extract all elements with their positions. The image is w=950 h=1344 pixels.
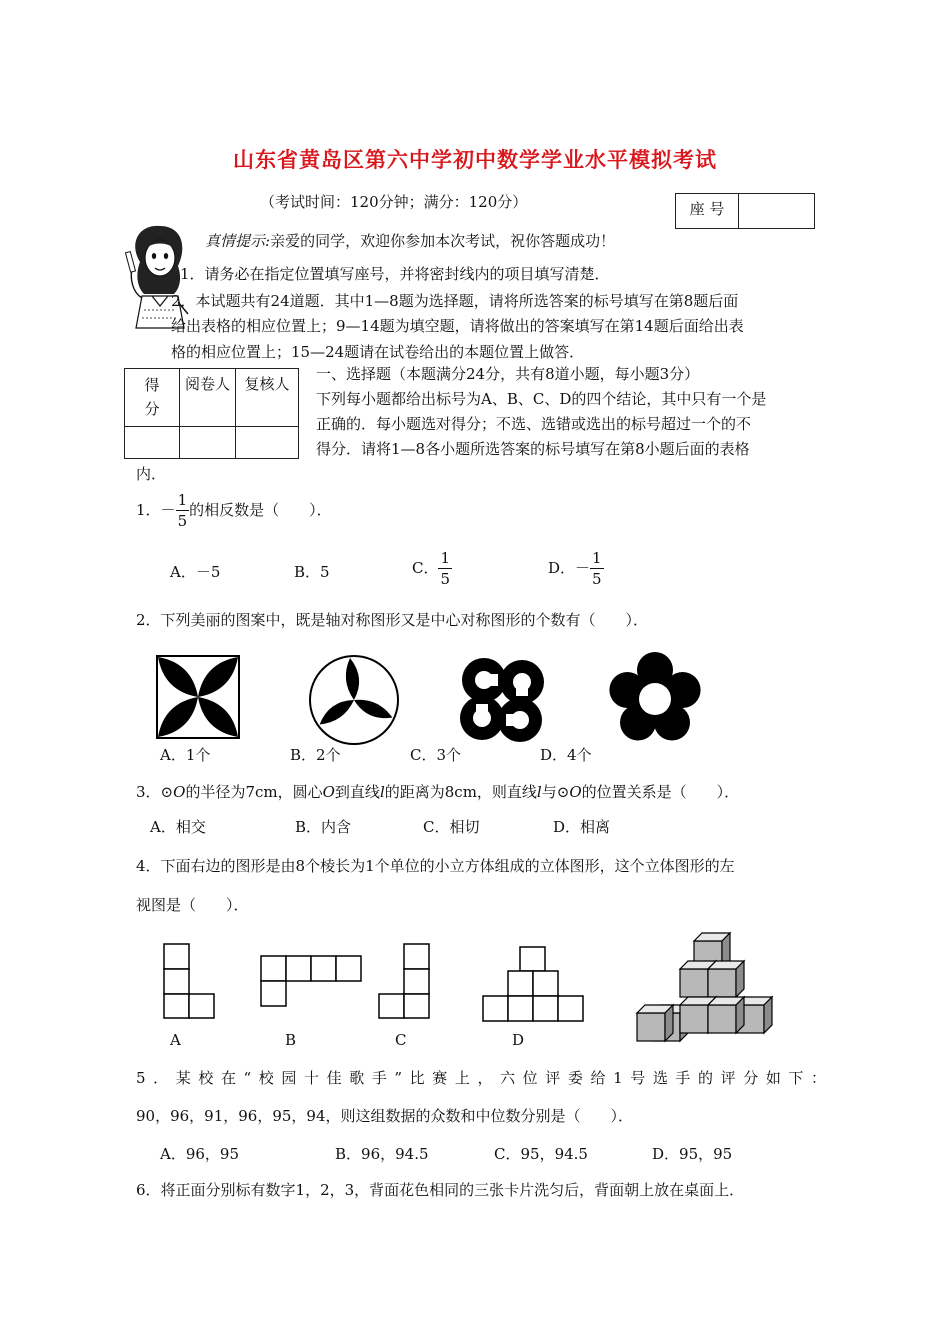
- q1-option-c-numerator: 1: [440, 549, 451, 567]
- q3-circle-name: O: [173, 783, 186, 801]
- q1-option-c-label: C．: [412, 559, 439, 577]
- q1-minus: －: [160, 501, 176, 519]
- q3-line-name: l: [379, 783, 385, 801]
- q3-option-b: B．内含: [295, 818, 352, 836]
- q1-option-d: [548, 549, 604, 587]
- note-2-line-3: 格的相应位置上；15—24题请在试卷给出的本题位置上做答．: [171, 343, 585, 361]
- score-header-char-2: 分: [144, 400, 160, 418]
- question-4-line-2: 视图是（ ）．: [136, 896, 249, 914]
- pattern-circle-three-blades: [309, 655, 399, 745]
- q4-cube-stack-3d: [637, 933, 777, 1043]
- question-5-line-2: 90，96，91，96，95，94，则这组数据的众数和中位数分别是（ ）．: [136, 1107, 634, 1125]
- note-1: [180, 261, 610, 287]
- q5-option-a: A．96，95: [160, 1145, 240, 1163]
- q4-label-c: C: [395, 1031, 407, 1049]
- question-3: [136, 779, 739, 805]
- q3-circle-name-2: O: [569, 783, 582, 801]
- section-1-line-2: 正确的．每小题选对得分；不选、选错或选出的标号超过一个的不: [316, 415, 752, 433]
- q3-text-1: 的半径为7cm，圆心: [185, 783, 323, 801]
- q1-option-d-denominator: 5: [592, 570, 602, 588]
- exam-info: （考试时间：120分钟；满分：120分）: [260, 193, 528, 211]
- q1-option-a: A．－5: [170, 563, 221, 581]
- q1-fraction: [176, 493, 190, 529]
- q1-fraction-denominator: 5: [177, 512, 188, 530]
- section-1-heading: 一、选择题（本题满分24分，共有8道小题，每小题3分）: [316, 365, 700, 383]
- q3-option-d: D．相离: [553, 818, 611, 836]
- pattern-flower: [607, 651, 703, 747]
- q3-text-3: 的距离为8cm，则直线: [384, 783, 537, 801]
- q3-text-4: 与⊙: [541, 783, 570, 801]
- q1-option-d-numerator: 1: [592, 549, 602, 567]
- section-1-tail: 内．: [136, 465, 167, 483]
- tip-label: 真情提示:: [205, 232, 271, 250]
- question-2: 2．下列美丽的图案中，既是轴对称图形又是中心对称图形的个数有（ ）．: [136, 611, 649, 629]
- q1-suffix: 的相反数是（ ）．: [189, 501, 332, 519]
- q3-option-a: A．相交: [150, 818, 206, 836]
- tip-text: 亲爱的同学，欢迎你参加本次考试，祝你答题成功！: [270, 232, 616, 250]
- note-1-number: 1．: [180, 265, 205, 283]
- reviewer-header-cell: 复核人: [236, 369, 299, 427]
- score-header-char-1: 得: [144, 376, 160, 394]
- grader-input-cell[interactable]: [180, 427, 236, 459]
- q4-label-a: A: [170, 1031, 181, 1049]
- q3-line-name-2: l: [536, 783, 542, 801]
- score-header-cell: [125, 369, 180, 427]
- q1-number: 1．: [136, 501, 161, 519]
- q2-option-a: A．1个: [160, 746, 211, 764]
- q1-option-c-fraction: [438, 551, 452, 587]
- q4-label-d: D: [512, 1031, 525, 1049]
- section-1-line-3: 得分．请将1—8各小题所选答案的标号填写在第8小题后面的表格: [316, 440, 750, 458]
- pattern-square-four-petals: [156, 655, 240, 739]
- q4-view-d: [482, 946, 584, 1022]
- q2-option-d: D．4个: [540, 746, 592, 764]
- q1-option-b: B．5: [294, 563, 330, 581]
- question-5-line-1: 5．某校在“校园十佳歌手”比赛上，六位评委给1号选手的评分如下：: [136, 1069, 834, 1087]
- q5-option-c: C．95，94.5: [494, 1145, 588, 1163]
- score-table: [124, 368, 299, 459]
- note-2-number: 2．: [171, 292, 196, 310]
- q5-option-d: D．95，95: [652, 1145, 733, 1163]
- question-6-line-1: 6．将正面分别标有数字1，2，3，背面花色相同的三张卡片洗匀后，背面朝上放在桌面上．: [136, 1181, 745, 1199]
- q3-number: 3．: [136, 783, 161, 801]
- reviewer-input-cell[interactable]: [236, 427, 299, 459]
- q1-option-d-fraction: [590, 551, 604, 587]
- seat-label: 座 号: [676, 194, 739, 228]
- question-1: [136, 491, 332, 529]
- q4-view-a: [163, 943, 215, 1019]
- q4-view-c: [378, 943, 430, 1019]
- pattern-four-rings: [454, 652, 550, 748]
- note-2-line-1: [171, 288, 738, 314]
- q1-option-c: [412, 549, 452, 587]
- q4-view-b: [260, 955, 362, 1007]
- q1-option-c-denominator: 5: [440, 570, 451, 588]
- q2-option-c: C．3个: [410, 746, 462, 764]
- section-1-line-1: 下列每小题都给出标号为A、B、C、D的四个结论，其中只有一个是: [316, 390, 767, 408]
- q3-text-2: 到直线: [334, 783, 380, 801]
- question-4-line-1: 4．下面右边的图形是由8个棱长为1个单位的小立方体组成的立体图形，这个立体图形的左: [136, 857, 735, 875]
- note-2-line-2: 给出表格的相应位置上；9—14题为填空题，请将做出的答案填写在第14题后面给出表: [171, 317, 744, 335]
- q3-text-5: 的位置关系是（ ）．: [581, 783, 740, 801]
- q1-fraction-numerator: 1: [177, 491, 188, 509]
- q1-option-d-label: D．－: [548, 559, 591, 577]
- q2-option-b: B．2个: [290, 746, 341, 764]
- page-title: 山东省黄岛区第六中学初中数学学业水平模拟考试: [233, 148, 717, 172]
- note-1-text: 请务必在指定位置填写座号，并将密封线内的项目填写清楚．: [204, 265, 610, 283]
- q3-option-c: C．相切: [423, 818, 480, 836]
- q5-option-b: B．96，94.5: [335, 1145, 429, 1163]
- score-input-cell[interactable]: [125, 427, 180, 459]
- seat-number-field[interactable]: [739, 194, 814, 228]
- seat-number-box: [675, 193, 815, 229]
- q3-center-name: O: [322, 783, 335, 801]
- q4-label-b: B: [285, 1031, 297, 1049]
- tip-line: [205, 228, 615, 254]
- q3-circle-symbol: ⊙: [160, 783, 174, 801]
- grader-header-cell: 阅卷人: [180, 369, 236, 427]
- note-2-text: 本试题共有24道题．其中1—8题为选择题，请将所选答案的标号填写在第8题后面: [195, 292, 739, 310]
